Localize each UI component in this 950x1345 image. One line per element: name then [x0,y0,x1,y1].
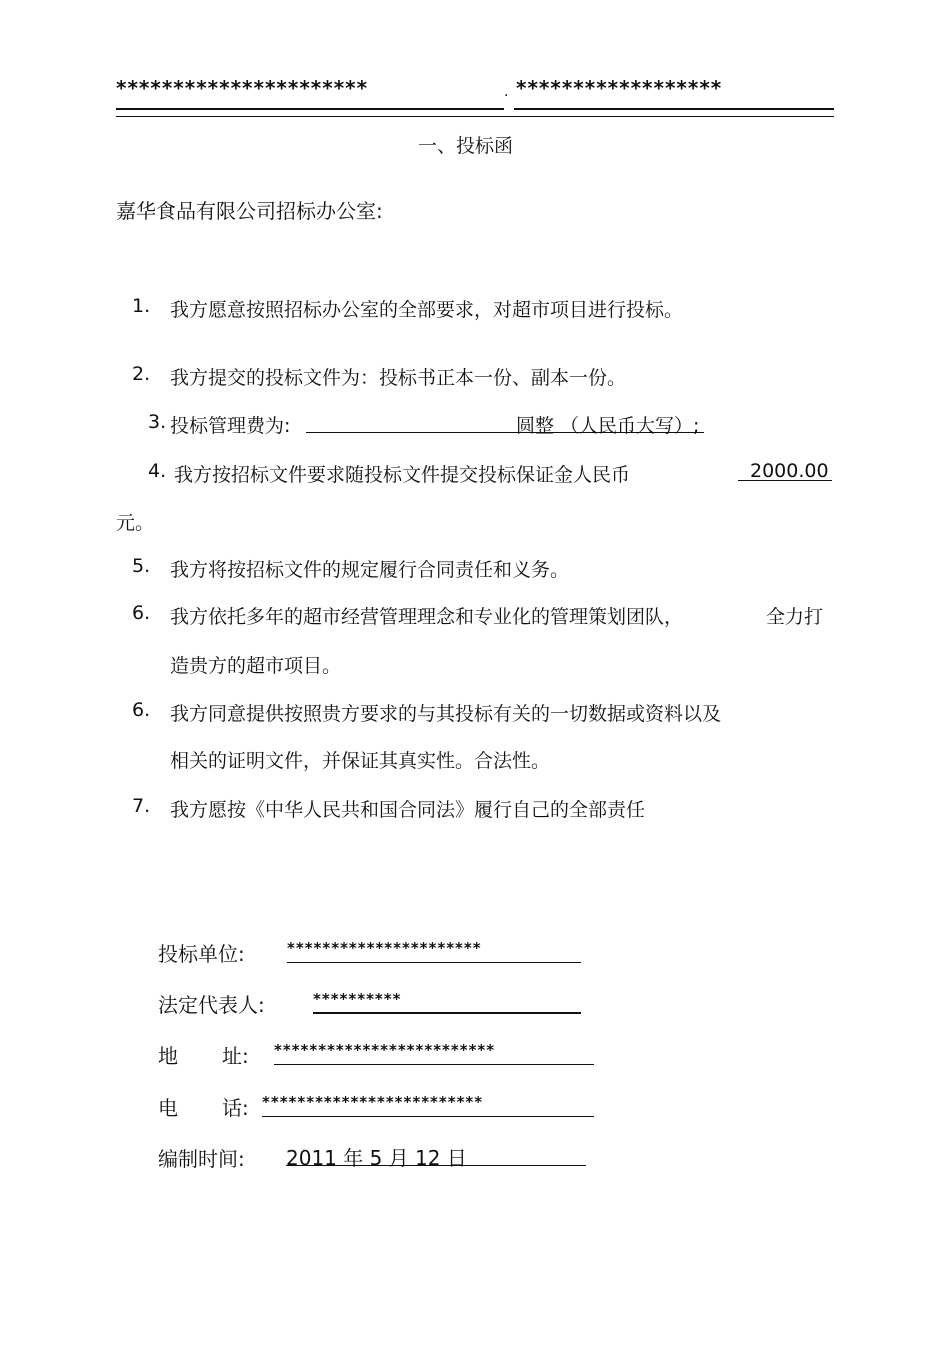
item-text-tail: 全力打 [766,606,824,628]
deposit-underline [738,480,832,481]
item-text-continued: 造贵方的超市项目。 [170,655,342,677]
legal-rep-value: ********** [313,990,402,1008]
address-label-char2: 址: [222,1044,249,1068]
legal-rep-line [313,1012,581,1014]
item-text: 我方愿按《中华人民共和国合同法》履行自己的全部责任 [170,799,646,821]
deposit-amount: 2000.00 [750,460,829,482]
phone-value: ************************* [262,1093,484,1111]
bidder-value: ********************** [287,939,482,957]
deposit-unit: 元。 [116,512,155,534]
header-underline-right [514,108,834,110]
legal-rep-label: 法定代表人: [158,993,265,1017]
item-text: 我方提交的投标文件为：投标书正本一份、副本一份。 [170,367,627,389]
item-number: 3. [148,411,167,433]
item-text: 我方依托多年的超市经营管理理念和专业化的管理策划团队， [170,606,684,628]
item-number: 5. [132,555,151,577]
phone-line [262,1116,594,1117]
item-text: 我方将按招标文件的规定履行合同责任和义务。 [170,559,570,581]
fee-label: 投标管理费为: [170,415,291,437]
fee-suffix: 圆整 （人民币大写）; [516,415,700,437]
prepared-date-value: 2011 年 5 月 12 日 [286,1146,467,1170]
item-text: 我方愿意按照招标办公室的全部要求，对超市项目进行投标。 [170,299,684,321]
item-text: 我方同意提供按照贵方要求的与其投标有关的一切数据或资料以及 [170,703,722,725]
item-number: 6. [132,602,151,624]
header-separator: . [504,84,509,100]
header-right-text: ****************** [516,76,723,100]
address-value: ************************* [274,1041,496,1059]
prepared-date-line [286,1165,586,1166]
address-line [274,1064,594,1065]
addressee: 嘉华食品有限公司招标办公室: [116,199,383,223]
header-underline-left [116,108,504,110]
header-left-text: ********************** [116,76,369,100]
item-text-continued: 相关的证明文件，并保证其真实性。合法性。 [170,750,551,772]
phone-label-char2: 话: [222,1096,249,1120]
item-number: 2. [132,363,151,385]
item-number: 7. [132,795,151,817]
address-label-char1: 地 [158,1044,178,1068]
page-title: 一、投标函 [418,135,514,157]
bidder-label: 投标单位: [158,942,245,966]
item-number: 6. [132,699,151,721]
item-text: 我方按招标文件要求随投标文件提交投标保证金人民币 [174,464,631,486]
phone-label-char1: 电 [158,1096,178,1120]
prepared-date-label: 编制时间: [158,1147,245,1171]
bidder-line [287,962,581,963]
item-number: 4. [148,460,167,482]
item-number: 1. [132,295,151,317]
header-rule [116,116,834,117]
